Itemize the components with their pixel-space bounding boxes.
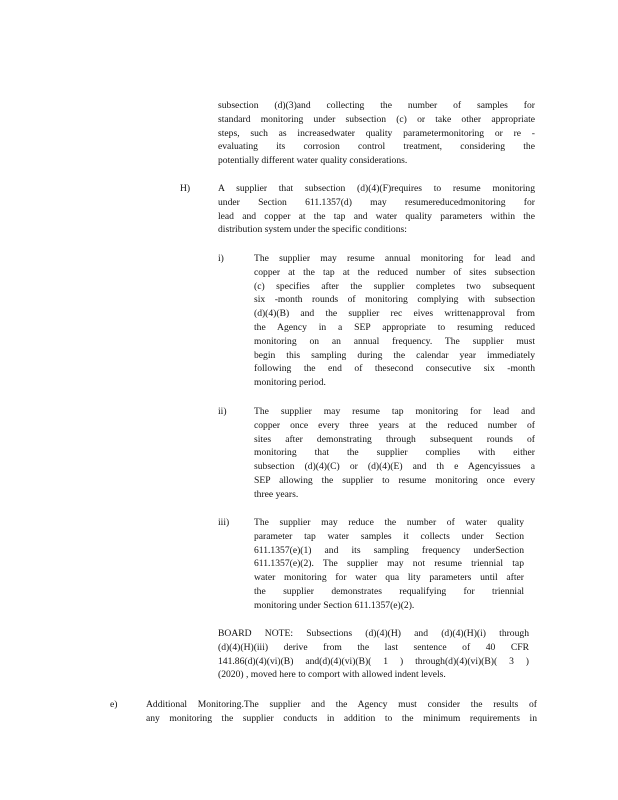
text-line: BOARD NOTE: Subsections (d)(4)(H) and (d)(4)(H)(i) through (218, 628, 529, 639)
text-line: three years. (254, 488, 299, 500)
text-line: begin this sampling during the calendar year immediately (254, 349, 535, 361)
item-ii-paragraph (254, 405, 535, 502)
text-line: (d)(4)(B) and the supplier rec eives writtenapproval from (254, 308, 535, 320)
text-line: evaluating its corrosion control treatment, considering the (218, 141, 535, 153)
text-line: subsection (d)(4)(C) or (d)(4)(E) and th e Agencyissues a (254, 461, 535, 473)
text-line: potentially different water quality considerations. (218, 155, 408, 167)
item-i-paragraph (254, 252, 535, 390)
text-line: subsection (d)(3)and collecting the number of samples for (218, 100, 535, 111)
text-line: A supplier that subsection (d)(4)(F)requires to resume monitoring (218, 183, 535, 194)
text-line: the Agency in a SEP appropriate to resuming reduced (254, 321, 535, 333)
text-line: SEP allowing the supplier to resume monitoring once every (254, 474, 535, 486)
text-line: (d)(4)(H)(iii) derive from the last sentence of 40 CFR (218, 641, 529, 653)
text-line: monitoring that the supplier complies with either (254, 447, 535, 459)
text-line: water monitoring for water qua lity parameters until after (254, 572, 524, 584)
text-line: following the end of thesecond consecutive six -month (254, 363, 535, 375)
text-line: monitoring on an annual frequency. The supplier must (254, 335, 535, 347)
text-line: (c) specifies after the supplier completes two subsequent (254, 280, 535, 292)
text-line: copper once every three years at the reduced number of (254, 419, 535, 431)
text-line: The supplier may reduce the number of water quality (254, 517, 524, 528)
text-line: lead and copper at the tap and water quality parameters within the (218, 210, 535, 222)
board-note (218, 627, 529, 682)
item-h-label: H) (180, 183, 191, 194)
text-line: 611.1357(e)(1) and its sampling frequency underSection (254, 544, 524, 556)
text-line: parameter tap water samples it collects under Section (254, 530, 524, 542)
text-line: distribution system under the specific conditions: (218, 224, 407, 236)
item-e-label: e) (110, 699, 118, 710)
text-line: under Section 611.1357(d) may resumereducedmonitoring for (218, 196, 535, 208)
text-line: The supplier may resume tap monitoring for lead and (254, 406, 535, 417)
text-line: standard monitoring under subsection (c) or take other appropriate (218, 113, 535, 125)
text-line: sites after demonstrating through subsequent rounds of (254, 433, 535, 445)
text-line: Additional Monitoring.The supplier and the Agency must consider the results of (146, 699, 537, 710)
text-line: copper at the tap at the reduced number of sites subsection (254, 266, 535, 278)
text-line: The supplier may resume annual monitoring for lead and (254, 253, 535, 264)
item-h-paragraph (218, 182, 535, 237)
text-line: six -month rounds of monitoring complying with subsection (254, 294, 535, 306)
continuation-paragraph (218, 99, 535, 168)
text-line: any monitoring the supplier conducts in addition to the minimum requirements in (146, 712, 537, 724)
text-line: (2020) , moved here to comport with allowed indent levels. (218, 669, 446, 681)
text-line: monitoring period. (254, 377, 326, 389)
text-line: 611.1357(e)(2). The supplier may not resume triennial tap (254, 558, 524, 570)
text-line: the supplier demonstrates requalifying for triennial (254, 585, 524, 597)
item-iii-paragraph (254, 516, 524, 613)
text-line: steps, such as increasedwater quality parametermonitoring or re - (218, 127, 535, 139)
item-iii-label: iii) (218, 517, 230, 528)
item-e-paragraph (146, 698, 537, 726)
text-line: monitoring under Section 611.1357(e)(2). (254, 599, 415, 611)
item-i-label: i) (218, 253, 224, 264)
text-line: 141.86(d)(4)(vi)(B) and(d)(4)(vi)(B)( 1 ) through(d)(4)(vi)(B)( 3 ) (218, 655, 529, 667)
item-ii-label: ii) (218, 406, 227, 417)
